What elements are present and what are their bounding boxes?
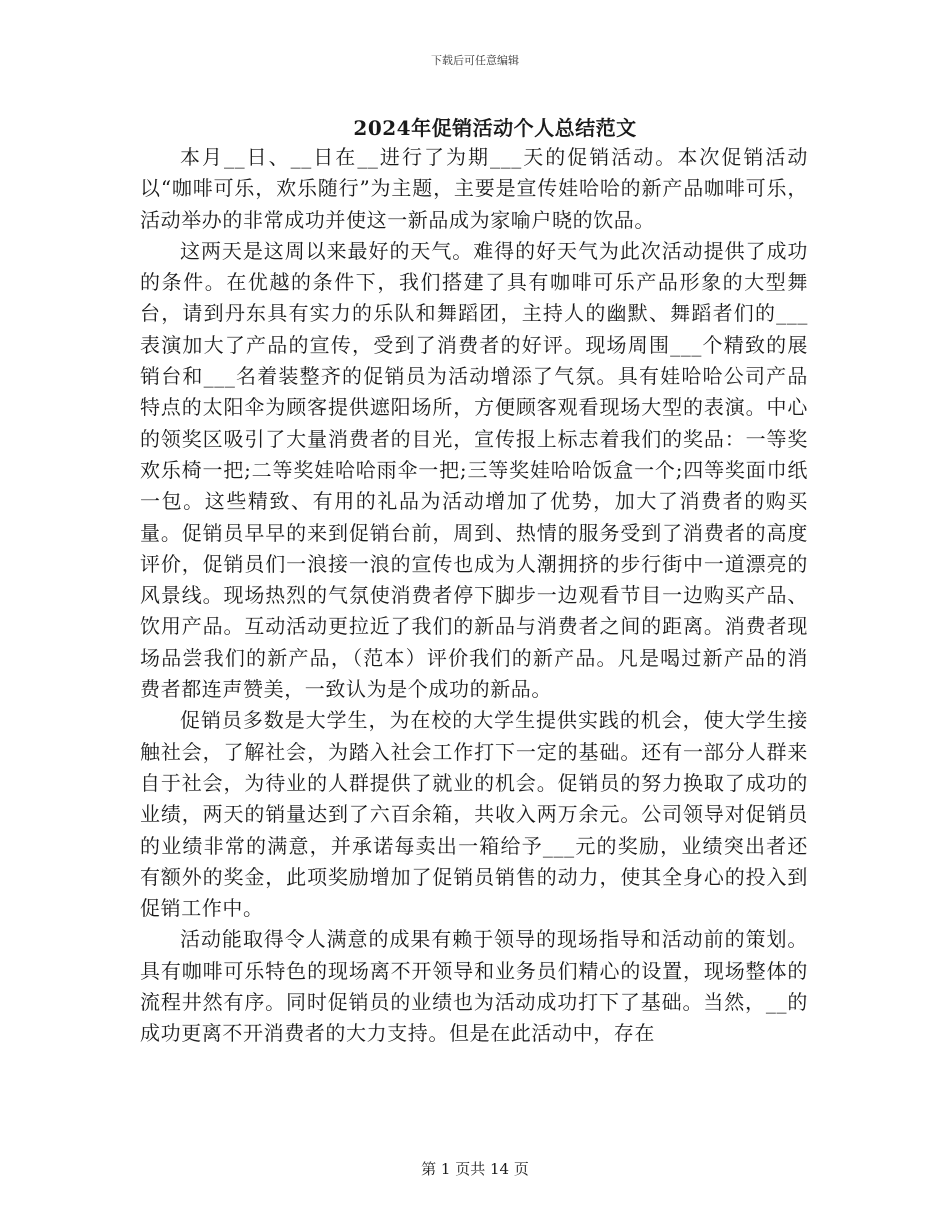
document-body xyxy=(140,142,808,1050)
paragraph: 促销员多数是大学生，为在校的大学生提供实践的机会，使大学生接触社会，了解社会，为踏入社会工作打下一定的基础。还有一部分人群来自于社会，为待业的人群提供了就业的机会。促销员的努力换取了成功的业绩，两天的销量达到了六百余箱，共收入两万余元。公司领导对促销员的业绩非常的满意，并承诺每卖出一箱给予___元的奖励，业绩突出者还有额外的奖金，此项奖励增加了促销员销售的动力，使其全身心的投入到促销工作中。 xyxy=(140,708,808,921)
page-footer: 第 1 页共 14 页 xyxy=(421,1160,529,1178)
paragraph: 活动能取得令人满意的成果有赖于领导的现场指导和活动前的策划。具有咖啡可乐特色的现场离不开领导和业务员们精心的设置，现场整体的流程井然有序。同时促销员的业绩也为活动成功打下了基础。当然，__的成功更离不开消费者的大力支持。但是在此活动中，存在 xyxy=(140,927,808,1046)
paragraph: 这两天是这周以来最好的天气。难得的好天气为此次活动提供了成功的条件。在优越的条件下，我们搭建了具有咖啡可乐产品形象的大型舞台，请到丹东具有实力的乐队和舞蹈团，主持人的幽默、舞蹈者们的___表演加大了产品的宣传，受到了消费者的好评。现场周围___个精致的展销台和___名着装整齐的促销员为活动增添了气氛。具有娃哈哈公司产品特点的太阳伞为顾客提供遮阳场所，方便顾客观看现场大型的表演。中心的领奖区吸引了大量消费者的目光，宣传报上标志着我们的奖品：一等奖欢乐椅一把;二等奖娃哈哈雨伞一把;三等奖娃哈哈饭盒一个;四等奖面巾纸一包。这些精致、有用的礼品为活动增加了优势，加大了消费者的购买量。促销员早早的来到促销台前，周到、热情的服务受到了消费者的高度评价，促销员们一浪接一浪的宣传也成为人潮拥挤的步行街中一道漂亮的风景线。现场热烈的气氛使消费者停下脚步一边观看节目一边购买产品、饮用产品。互动活动更拉近了我们的新品与消费者之间的距离。消费者现场品尝我们的新产品，（范本）评价我们的新产品。凡是喝过新产品的消费者都连声赞美，一致认为是个成功的新品。 xyxy=(140,238,808,702)
document-title: 2024年促销活动个人总结范文 xyxy=(353,116,637,140)
paragraph: 本月__日、__日在__进行了为期___天的促销活动。本次促销活动以“咖啡可乐，欢乐随行”为主题，主要是宣传娃哈哈的新产品咖啡可乐，活动举办的非常成功并使这一新品成为家喻户晓的饮品。 xyxy=(140,145,808,232)
header-note: 下载后可任意编辑 xyxy=(431,54,519,67)
